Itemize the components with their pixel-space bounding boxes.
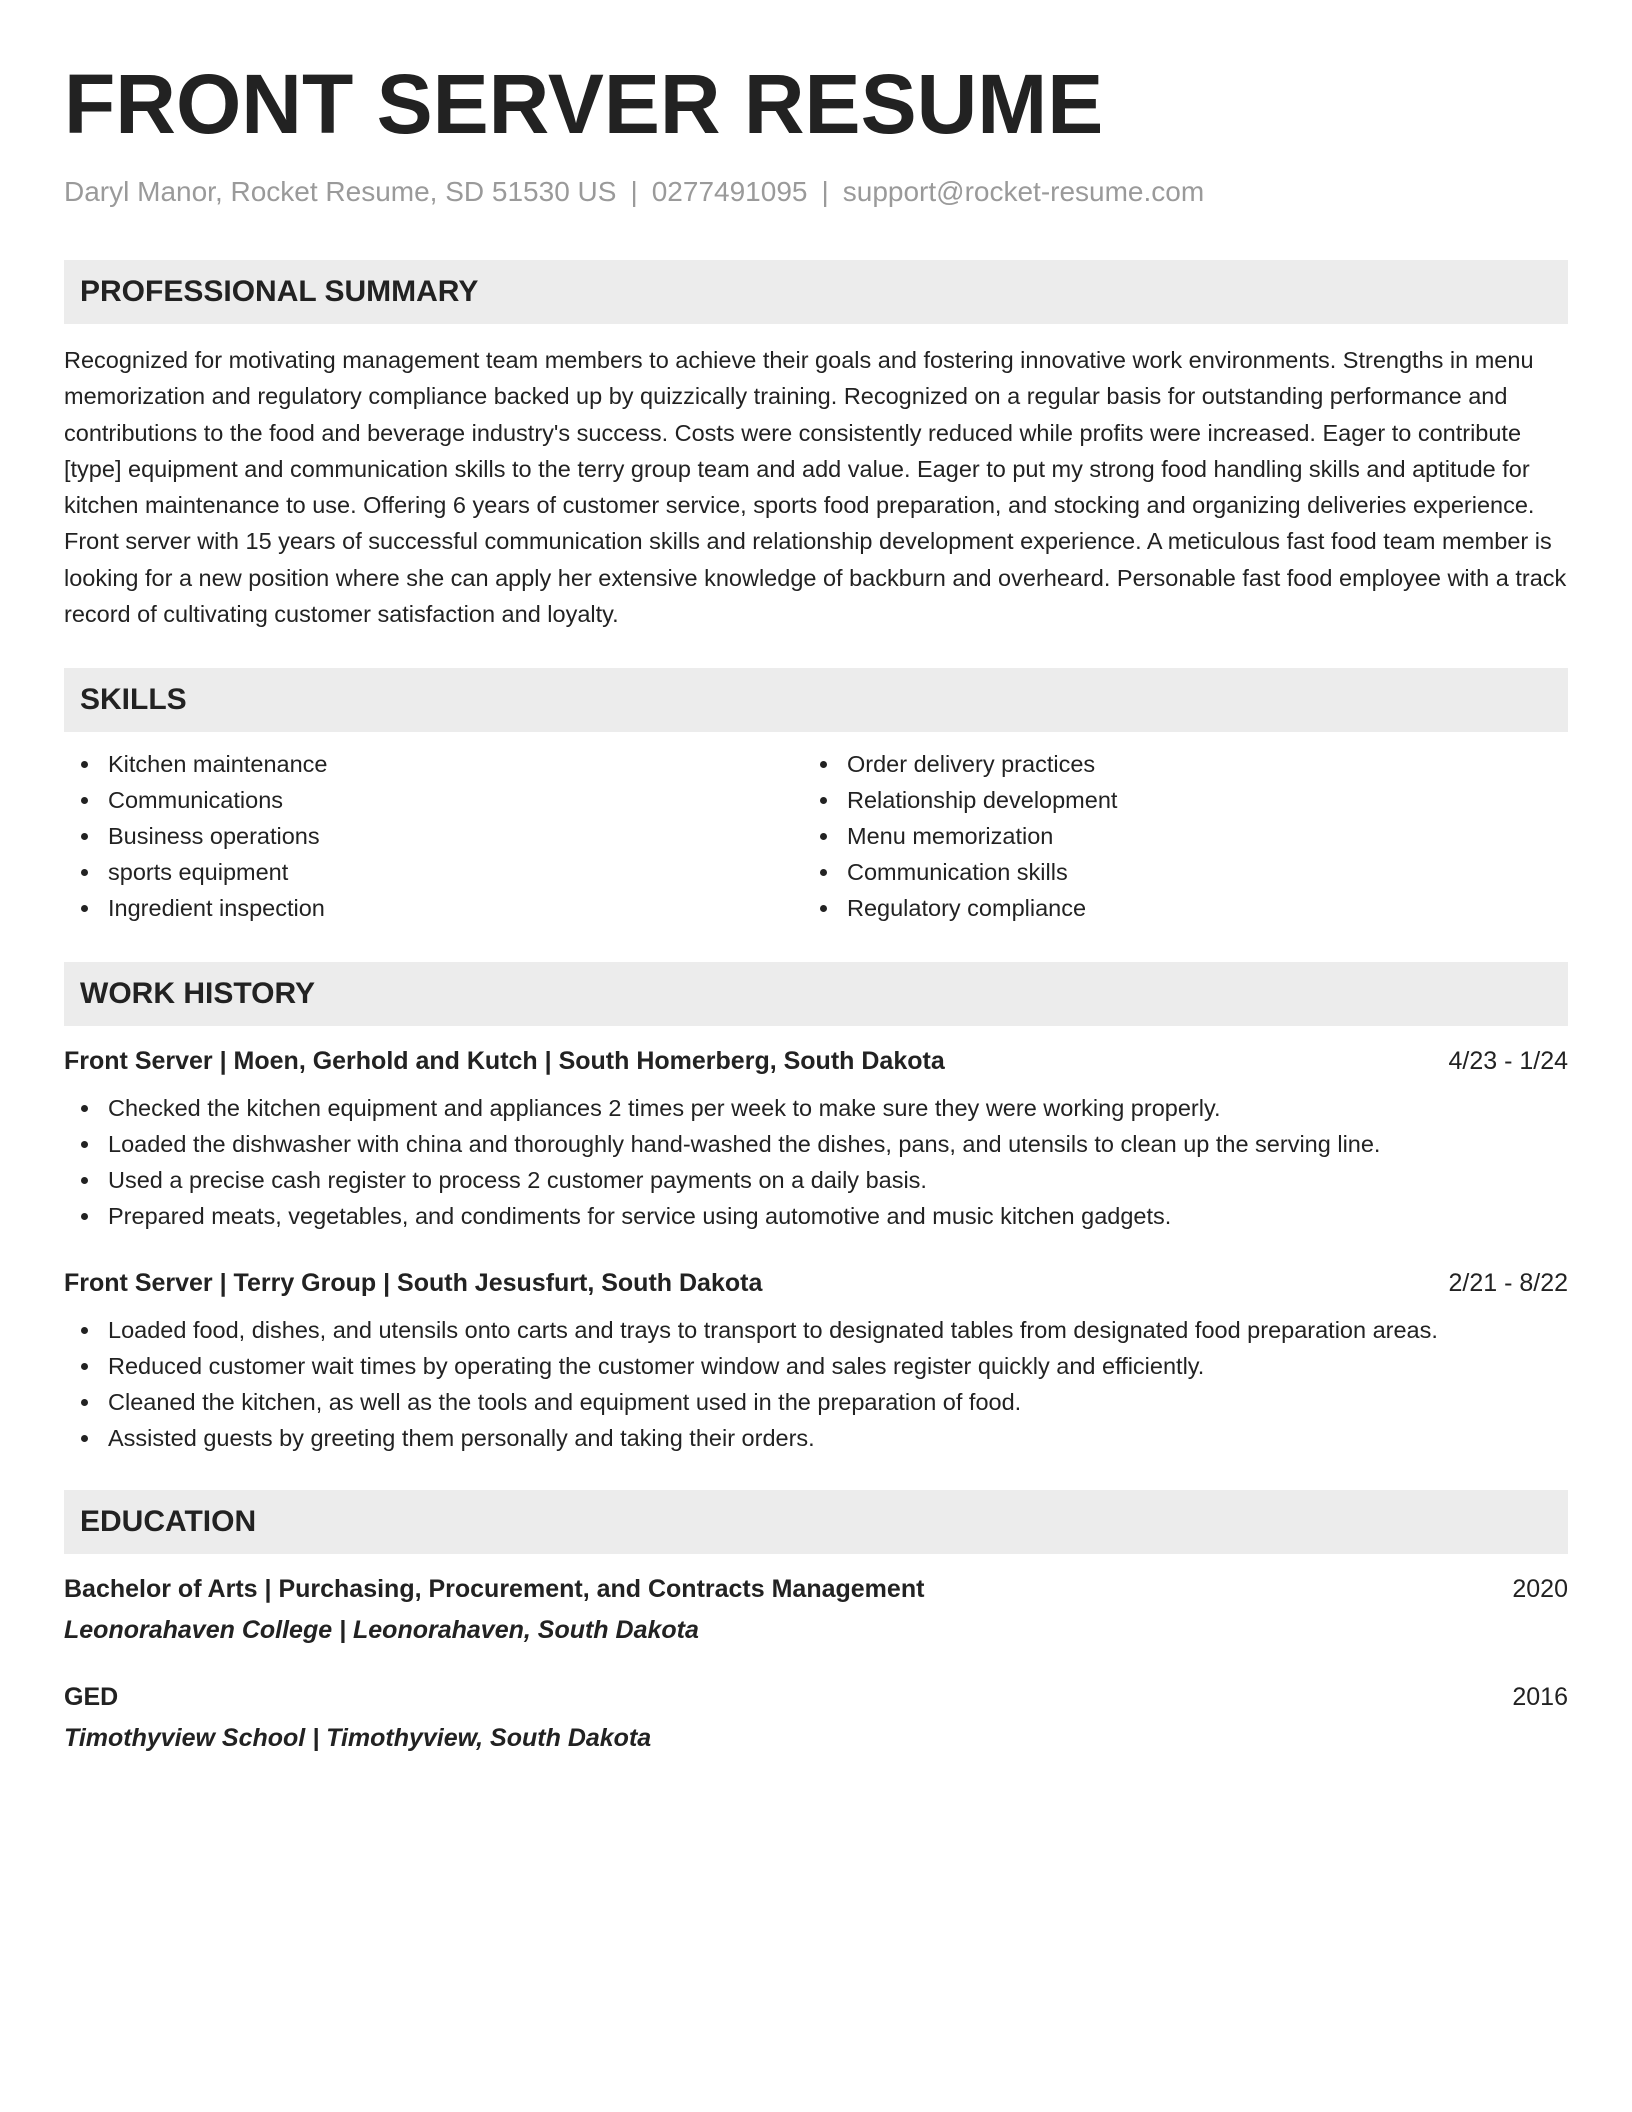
contact-email[interactable]: support@rocket-resume.com xyxy=(842,176,1205,207)
skill-item: Relationship development xyxy=(816,782,1568,818)
job-bullet: Cleaned the kitchen, as well as the tools and equipment used in the preparation of food. xyxy=(64,1384,1568,1420)
job-dates: 4/23 - 1/24 xyxy=(1448,1047,1568,1076)
job-bullet: Loaded the dishwasher with china and thoroughly hand-washed the dishes, pans, and utensils to clean up the serving line. xyxy=(64,1126,1568,1162)
contact-separator: | xyxy=(630,176,638,207)
skill-item: Ingredient inspection xyxy=(64,890,816,926)
education-header xyxy=(64,1680,1568,1714)
job-bullets xyxy=(64,1312,1568,1456)
job-bullets xyxy=(64,1090,1568,1234)
summary-heading: PROFESSIONAL SUMMARY xyxy=(64,260,1568,324)
resume-title: FRONT SERVER RESUME xyxy=(64,57,1104,151)
education-heading: EDUCATION xyxy=(64,1490,1568,1554)
job-bullet: Reduced customer wait times by operating the customer window and sales register quickly and efficiently. xyxy=(64,1348,1568,1384)
job-bullet: Assisted guests by greeting them personally and taking their orders. xyxy=(64,1420,1568,1456)
job-dates: 2/21 - 8/22 xyxy=(1448,1269,1568,1298)
skill-item: Kitchen maintenance xyxy=(64,746,816,782)
education-school: Timothyview School | Timothyview, South Dakota xyxy=(64,1724,652,1753)
skills-heading: SKILLS xyxy=(64,668,1568,732)
education-school: Leonorahaven College | Leonorahaven, South Dakota xyxy=(64,1616,699,1645)
skills-list xyxy=(64,746,1568,926)
contact-separator: | xyxy=(821,176,829,207)
education-entry xyxy=(64,1680,1568,1756)
job-entry xyxy=(64,1044,1568,1234)
skill-item: Order delivery practices xyxy=(816,746,1568,782)
job-header xyxy=(64,1266,1568,1300)
job-bullet: Loaded food, dishes, and utensils onto carts and trays to transport to designated tables from designated food preparation areas. xyxy=(64,1312,1568,1348)
job-bullet: Prepared meats, vegetables, and condiments for service using automotive and music kitchen gadgets. xyxy=(64,1198,1568,1234)
contact-address: Daryl Manor, Rocket Resume, SD 51530 US xyxy=(64,176,617,207)
skill-item: Business operations xyxy=(64,818,816,854)
job-title: Front Server | Terry Group | South Jesusfurt, South Dakota xyxy=(64,1269,763,1298)
job-header xyxy=(64,1044,1568,1078)
skill-item: sports equipment xyxy=(64,854,816,890)
work-heading: WORK HISTORY xyxy=(64,962,1568,1026)
education-degree: GED xyxy=(64,1683,119,1712)
job-bullet: Used a precise cash register to process 2 customer payments on a daily basis. xyxy=(64,1162,1568,1198)
education-year: 2020 xyxy=(1512,1575,1568,1604)
job-title: Front Server | Moen, Gerhold and Kutch | South Homerberg, South Dakota xyxy=(64,1047,945,1076)
contact-phone: 0277491095 xyxy=(651,176,808,207)
job-bullet: Checked the kitchen equipment and appliances 2 times per week to make sure they were working properly. xyxy=(64,1090,1568,1126)
summary-text: Recognized for motivating management team members to achieve their goals and fostering innovative work environments. Strengths in menu memorization and regulatory compliance backed up by quizzically training. Recognized on a regular basis for outstanding performance and contributions to the food and beverage industry's success. Costs were consistently reduced while profits were increased. Eager to contribute [type] equipment and communication skills to the terry group team and add value. Eager to put my strong food handling skills and aptitude for kitchen maintenance to use. Offering 6 years of customer service, sports food preparation, and stocking and organizing deliveries experience. Front server with 15 years of successful communication skills and relationship development experience. A meticulous fast food team member is looking for a new position where she can apply her extensive knowledge of backburn and overheard. Personable fast food employee with a track record of cultivating customer satisfaction and loyalty. xyxy=(64,347,1567,628)
skill-item: Menu memorization xyxy=(816,818,1568,854)
education-degree: Bachelor of Arts | Purchasing, Procurement, and Contracts Management xyxy=(64,1575,925,1604)
skills-column-right xyxy=(816,746,1568,926)
skill-item: Communication skills xyxy=(816,854,1568,890)
skill-item: Communications xyxy=(64,782,816,818)
skills-column-left xyxy=(64,746,816,926)
job-entry xyxy=(64,1266,1568,1456)
contact-line xyxy=(64,174,1568,210)
education-header xyxy=(64,1572,1568,1606)
education-year: 2016 xyxy=(1512,1683,1568,1712)
education-entry xyxy=(64,1572,1568,1648)
skill-item: Regulatory compliance xyxy=(816,890,1568,926)
